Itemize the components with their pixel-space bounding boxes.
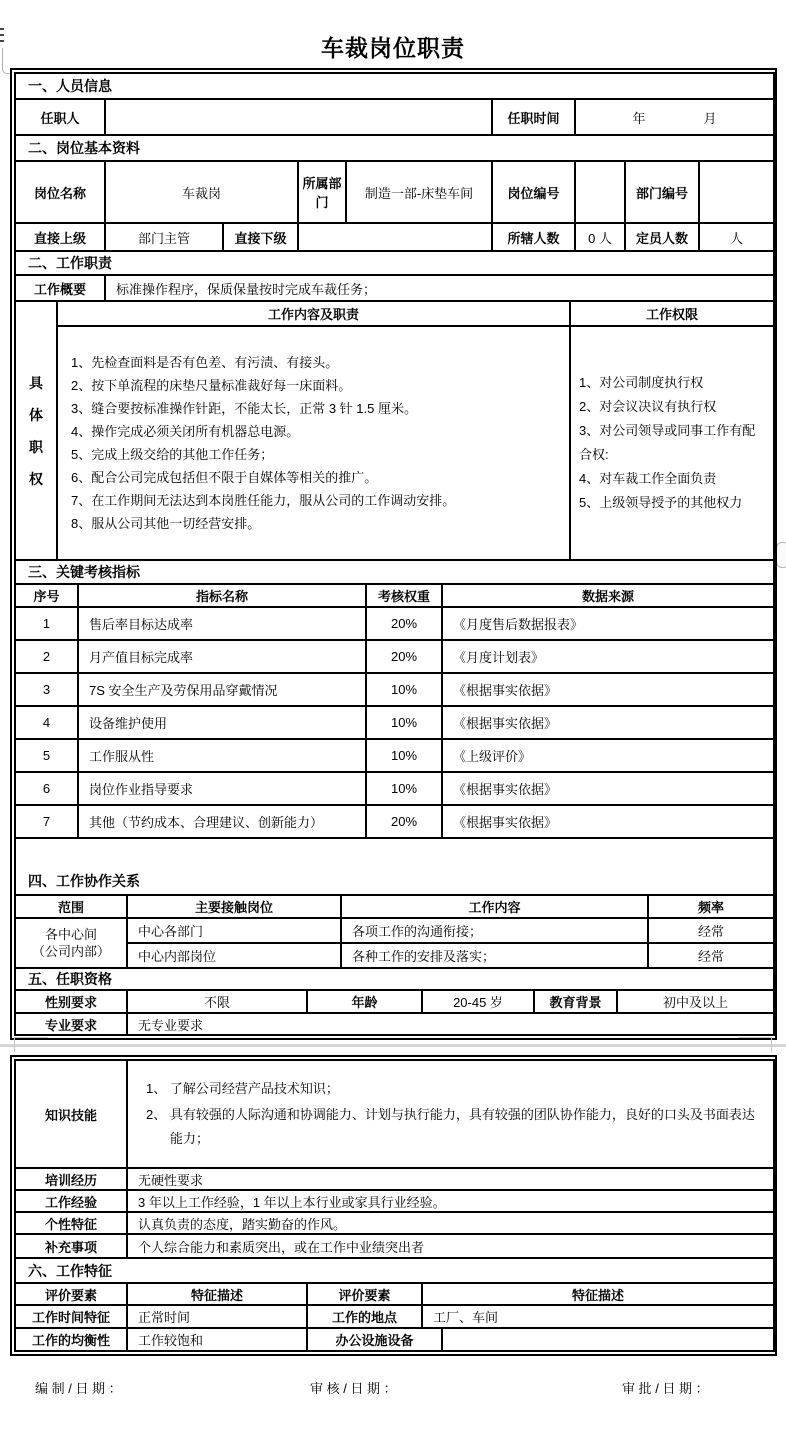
workplace-label: 工作的地点 [307,1305,422,1328]
page-title: 车裁岗位职责 [321,35,465,61]
balance-value: 工作较饱和 [127,1328,307,1351]
duty-item: 6、配合公司完成包括但不限于自媒体等相关的推广。 [71,470,378,485]
kpi-weight: 10% [366,739,442,772]
section-heading-personnel: 一、人员信息 [15,73,774,99]
kpi-name: 7S 安全生产及劳保用品穿戴情况 [78,673,366,706]
scrollbar-thumb[interactable] [776,542,786,568]
skill-item: 2、 具有较强的人际沟通和协调能力、计划与执行能力，具有较强的团队协作能力，良好的口头及书面表达能力； [146,1107,755,1146]
table-row [15,1328,774,1351]
section-heading-kpi: 三、关键考核指标 [15,560,774,584]
collab-frequency: 经常 [648,943,774,968]
gender-value: 不限 [127,990,307,1013]
kpi-weight: 20% [366,607,442,640]
collab-scope-line2: （公司内部） [31,944,110,959]
worktime-label: 工作时间特征 [15,1305,127,1328]
holder-label: 任职人 [15,99,105,135]
authority-item: 5、上级领导授予的其他权力 [579,495,743,510]
equipment-value [442,1328,774,1351]
duty-item: 7、在工作期间无法达到本岗胜任能力，服从公司的工作调动安排。 [71,493,456,508]
feature-col-desc2: 特征描述 [422,1283,774,1305]
kpi-name: 月产值目标完成率 [78,640,366,673]
position-name-value: 车裁岗 [105,161,298,223]
superior-label: 直接上级 [15,223,105,251]
kpi-no: 4 [15,706,78,739]
table-row [15,706,774,739]
year-label: 年 [632,110,646,126]
collab-col-freq: 频率 [648,895,774,918]
section-heading-basic: 二、岗位基本资料 [15,135,774,161]
training-label: 培训经历 [15,1168,127,1190]
page-corner-marker [738,1037,772,1052]
age-value: 20-45 岁 [422,990,534,1013]
section-heading-feature: 六、工作特征 [15,1258,774,1283]
feature-col-desc1: 特征描述 [127,1283,307,1305]
section-heading-collab: 四、工作协作关系 [15,838,774,895]
quota-label: 定员人数 [625,223,699,251]
duty-authority-header: 工作权限 [570,301,774,326]
tenure-time-cell [575,99,774,135]
table-row [15,772,774,805]
kpi-col-no: 序号 [15,584,78,607]
quota-value: 人 [699,223,774,251]
kpi-source: 《月度计划表》 [442,640,774,673]
major-label: 专业要求 [15,1013,127,1035]
kpi-no: 2 [15,640,78,673]
approved-by-label: 审 批 / 日 期 ： [622,1381,709,1396]
balance-label: 工作的均衡性 [15,1328,127,1351]
prepared-by-label: 编 制 / 日 期 ： [35,1381,122,1396]
subordinate-label: 直接下级 [223,223,298,251]
authority-items-cell [570,326,774,560]
equipment-label: 办公设施设备 [307,1328,442,1351]
table-row [15,673,774,706]
department-label: 所属部门 [298,161,346,223]
worktime-value: 正常时间 [127,1305,307,1328]
duty-item: 5、完成上级交给的其他工作任务； [71,447,274,462]
kpi-name: 设备维护使用 [78,706,366,739]
table-row [15,1234,774,1258]
age-label: 年龄 [307,990,422,1013]
page-corner-marker [14,1037,48,1052]
collab-scope-line1: 各中心间 [44,927,97,942]
skill-item: 1、 了解公司经营产品技术知识； [146,1081,339,1096]
month-label: 月 [703,110,717,126]
kpi-weight: 20% [366,805,442,838]
holder-value-cell [105,99,492,135]
kpi-weight: 10% [366,772,442,805]
kpi-no: 3 [15,673,78,706]
collab-table [14,894,775,969]
table-row [15,1168,774,1190]
kpi-source: 《根据事实依据》 [442,673,774,706]
table-row [15,805,774,838]
department-value: 制造一部-床垫车间 [346,161,492,223]
kpi-col-weight: 考核权重 [366,584,442,607]
authority-item: 2、对会议决议有执行权 [579,399,717,414]
kpi-no: 5 [15,739,78,772]
kpi-source: 《上级评价》 [442,739,774,772]
authority-item: 3、对公司领导或同事工作有配合权: [579,423,756,462]
duty-table [14,250,775,561]
duty-item: 4、操作完成必须关闭所有机器总电源。 [71,424,300,439]
collab-frequency: 经常 [648,918,774,943]
kpi-name: 售后率目标达成率 [78,607,366,640]
education-label: 教育背景 [534,990,617,1013]
experience-value: 3 年以上工作经验，1 年以上本行业或家具行业经验。 [127,1190,774,1212]
supplement-value: 个人综合能力和素质突出，或在工作中业绩突出者 [127,1234,774,1258]
authority-item: 4、对车裁工作全面负责 [579,471,717,486]
summary-value: 标准操作程序，保质保量按时完成车裁任务； [105,275,774,301]
collab-content: 各种工作的安排及落实； [341,943,648,968]
kpi-source: 《根据事实依据》 [442,706,774,739]
table-row [15,1305,774,1328]
signoff-footer [10,1378,777,1398]
skills-label: 知识技能 [15,1060,127,1168]
collab-col-content: 工作内容 [341,895,648,918]
tenure-time-label: 任职时间 [492,99,575,135]
duty-vertical-label-cell [15,301,57,560]
kpi-no: 7 [15,805,78,838]
collab-col-contact: 主要接触岗位 [127,895,341,918]
section-heading-duty: 二、工作职责 [15,251,774,275]
collab-contact: 中心内部岗位 [127,943,341,968]
kpi-source: 《根据事实依据》 [442,772,774,805]
table-row [15,607,774,640]
collab-content: 各项工作的沟通衔接； [341,918,648,943]
collab-col-scope: 范围 [15,895,127,918]
superior-value: 部门主管 [105,223,223,251]
duty-content-header: 工作内容及职责 [57,301,570,326]
dept-no-label: 部门编号 [625,161,699,223]
duty-item: 2、按下单流程的床垫尺量标准裁好每一床面料。 [71,378,352,393]
qualification-table [14,967,775,1036]
page-break-line [0,1044,786,1047]
position-no-value [575,161,625,223]
table-row [15,640,774,673]
table-row [15,943,774,968]
feature-col-element2: 评价要素 [307,1283,422,1305]
kpi-name: 岗位作业指导要求 [78,772,366,805]
personnel-basic-table [14,72,775,252]
position-name-label: 岗位名称 [15,161,105,223]
major-value: 无专业要求 [127,1013,774,1035]
duty-item: 1、先检查面料是否有色差、有污渍、有接头。 [71,355,339,370]
kpi-source: 《根据事实依据》 [442,805,774,838]
headcount-value: 0 人 [575,223,625,251]
kpi-name: 其他（节约成本、合理建议、创新能力） [78,805,366,838]
main-form-table [10,68,777,1040]
skills-items-cell [127,1060,774,1168]
duty-items-cell [57,326,570,560]
personality-label: 个性特征 [15,1212,127,1234]
table-row [15,918,774,943]
personality-value: 认真负责的态度，踏实勤奋的作风。 [127,1212,774,1234]
kpi-weight: 10% [366,706,442,739]
summary-label: 工作概要 [15,275,105,301]
kpi-weight: 10% [366,673,442,706]
skills-feature-table [10,1055,777,1356]
headcount-label: 所辖人数 [492,223,575,251]
kpi-col-source: 数据来源 [442,584,774,607]
subordinate-value [298,223,492,251]
kpi-no: 6 [15,772,78,805]
kpi-name: 工作服从性 [78,739,366,772]
reviewed-by-label: 审 核 / 日 期 ： [310,1381,397,1396]
position-no-label: 岗位编号 [492,161,575,223]
table-row [15,1212,774,1234]
dept-no-value [699,161,774,223]
section-heading-qualify: 五、任职资格 [15,968,774,990]
skills-table [14,1059,775,1352]
kpi-table [14,559,775,896]
workplace-value: 工厂、车间 [422,1305,774,1328]
table-row [15,1190,774,1212]
kpi-source: 《月度售后数据报表》 [442,607,774,640]
collab-scope-cell [15,918,127,968]
kpi-weight: 20% [366,640,442,673]
gender-label: 性别要求 [15,990,127,1013]
duty-item: 8、服从公司其他一切经营安排。 [71,516,261,531]
experience-label: 工作经验 [15,1190,127,1212]
table-row [15,739,774,772]
feature-col-element1: 评价要素 [15,1283,127,1305]
collab-contact: 中心各部门 [127,918,341,943]
duty-item: 3、缝合要按标准操作针距，不能太长，正常 3 针 1.5 厘米。 [71,401,417,416]
authority-item: 1、对公司制度执行权 [579,375,704,390]
kpi-col-name: 指标名称 [78,584,366,607]
kpi-no: 1 [15,607,78,640]
education-value: 初中及以上 [617,990,774,1013]
duty-vertical-label: 具体职权 [29,374,43,487]
supplement-label: 补充事项 [15,1234,127,1258]
training-value: 无硬性要求 [127,1168,774,1190]
